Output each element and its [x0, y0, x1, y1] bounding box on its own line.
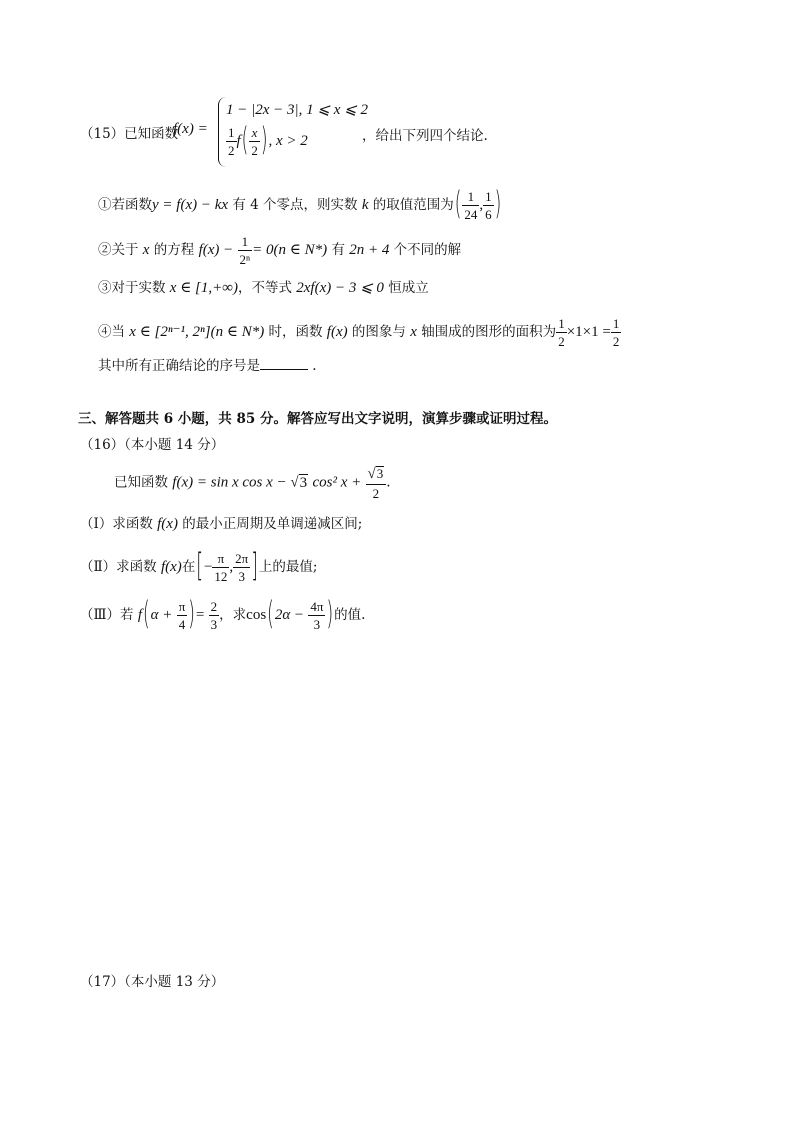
p16-part-2: （Ⅱ）求函数 f(x)在[− $\frac{\pi}{12}$ , $\frac{2\pi}{3}$ ]上的最值; [80, 547, 318, 586]
p16-part-1: （Ⅰ）求函数 f(x) 的最小正周期及单调递减区间; [80, 516, 363, 532]
p15-tail: ，给出下列四个结论. [362, 128, 488, 144]
p15-label: （15）已知函数 [80, 126, 179, 142]
p16-given: 已知函数 f(x) = sin x cos x − √3 cos² x + $\frac{√3}{2}$ . [114, 466, 391, 501]
p15-func-lhs: f(x) = [173, 121, 208, 137]
p15-case1: 1 − |2x − 3|, 1 ⩽ x ⩽ 2 [226, 102, 368, 118]
p16-part-3: （Ⅲ）若 f(α + $\frac{\pi}{4}$ )= $\frac{2}{3}$ ，求cos(2α − $\frac{4\pi}{3}$ )的值. [80, 595, 366, 634]
p17-label: （17）（本小题 13 分） [80, 974, 225, 990]
p15-statement-1: ①若函数y = f(x) − kx 有 4 个零点，则实数 k 的取值范围为( $\frac{1}{24}$ , $\frac{1}{6}$ ) [98, 185, 502, 224]
p15-question: 其中所有正确结论的序号是 . [98, 358, 317, 374]
p15-statement-4: ④当 x ∈ [2ⁿ⁻¹, 2ⁿ](n ∈ N*) 时，函数 f(x) 的图象与 x 轴围成的图形的面积为 $\frac{1}{2}$ ×1×1 = $\frac{1}{2}$ [98, 316, 620, 349]
p15-case2: $\frac{1}{2}$ f( $\frac{x}{2}$ ), x > 2 [228, 121, 308, 160]
section-3-heading: 三、解答题共 6 小题，共 85 分。解答应写出文字说明，演算步骤或证明过程。 [78, 411, 557, 427]
p15-statement-3: ③对于实数 x ∈ [1,+∞)，不等式 2xf(x) − 3 ⩽ 0 恒成立 [98, 280, 429, 296]
p15-statement-2: ②关于 x 的方程 f(x) − $\frac{1}{\text{2ⁿ}}$ = 0(n ∈ N*) 有 2n + 4 个不同的解 [98, 234, 462, 267]
p16-label: （16）（本小题 14 分） [80, 437, 225, 453]
answer-blank [260, 357, 308, 370]
